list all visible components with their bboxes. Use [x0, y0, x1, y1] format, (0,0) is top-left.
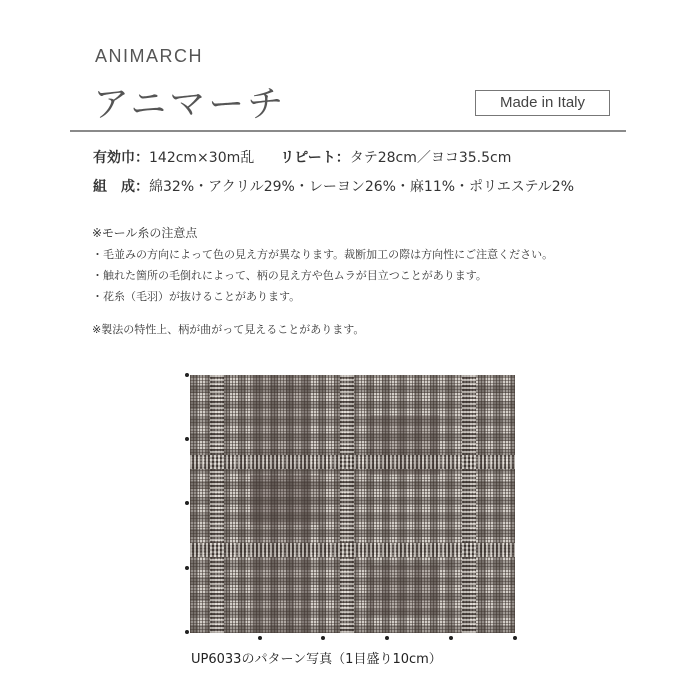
swatch-caption: UP6033のパターン写真（1目盛り10cm） — [191, 652, 442, 667]
pattern-block — [250, 475, 320, 525]
note-item: ・毛並みの方向によって色の見え方が異なります。裁断加工の際は方向性にご注意ください。 — [92, 248, 554, 261]
scale-tick — [185, 437, 189, 441]
pattern-band — [210, 375, 224, 633]
scale-tick — [449, 636, 453, 640]
scale-tick — [258, 636, 262, 640]
brand-name: ANIMARCH — [95, 46, 204, 66]
scale-tick — [513, 636, 517, 640]
origin-badge: Made in Italy — [475, 90, 610, 116]
pattern-block — [370, 565, 440, 615]
pattern-band — [190, 543, 515, 557]
width-value: 142cm×30m乱 — [149, 150, 255, 166]
note-item: ・触れた箇所の毛倒れによって、柄の見え方や色ムラが目立つことがあります。 — [92, 269, 487, 282]
pattern-band — [190, 455, 515, 469]
fabric-swatch-figure — [190, 375, 515, 633]
product-title: アニマーチ — [93, 84, 287, 125]
scale-tick — [185, 501, 189, 505]
scale-tick — [185, 630, 189, 634]
repeat-label: リピート： — [280, 150, 350, 166]
note-item: ・花糸（毛羽）が抜けることがあります。 — [92, 290, 301, 303]
composition-label: 組 成： — [93, 179, 149, 195]
manufacturing-note: ※製法の特性上、柄が曲がって見えることがあります。 — [92, 323, 365, 336]
scale-tick — [185, 373, 189, 377]
composition-value: 綿32%・アクリル29%・レーヨン26%・麻11%・ポリエステル2% — [149, 179, 574, 195]
width-label: 有効巾： — [93, 150, 149, 166]
scale-tick — [385, 636, 389, 640]
scale-tick — [321, 636, 325, 640]
pattern-band — [340, 375, 354, 633]
pattern-band — [462, 375, 476, 633]
notes-heading: ※モール糸の注意点 — [92, 226, 198, 240]
header-divider — [70, 130, 626, 132]
repeat-value: タテ28cm／ヨコ35.5cm — [349, 150, 512, 166]
spec-row-composition — [93, 176, 574, 196]
fabric-swatch-image — [190, 375, 515, 633]
spec-row-width-repeat — [93, 147, 511, 167]
scale-tick — [185, 566, 189, 570]
